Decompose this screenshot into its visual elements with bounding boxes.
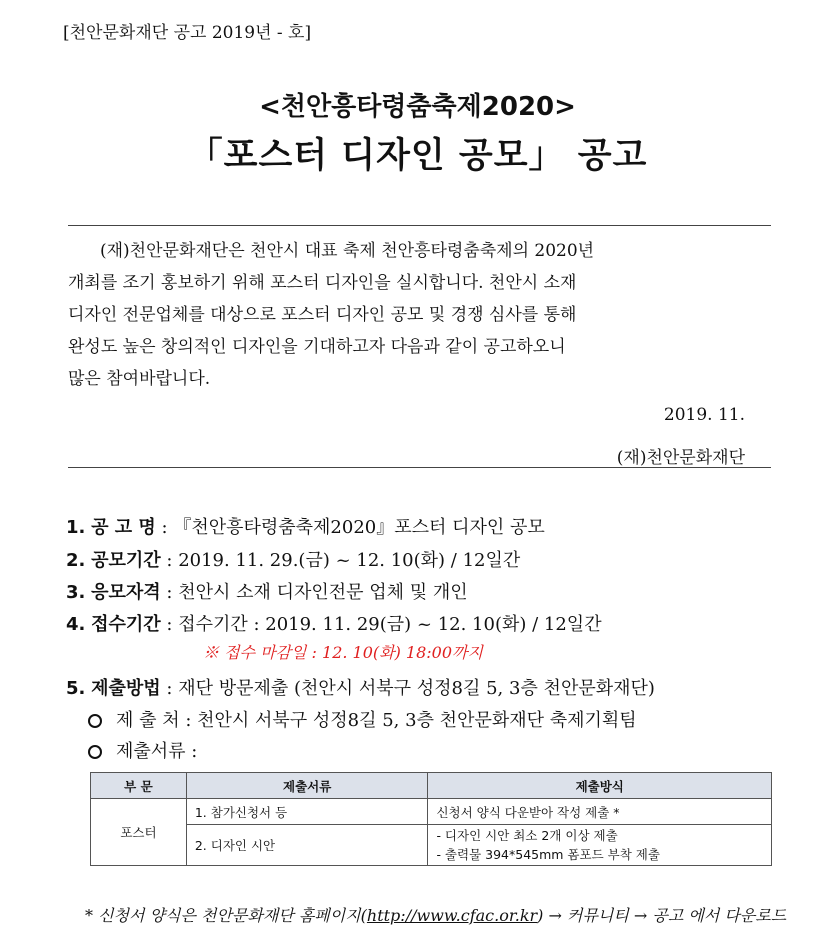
item-title xyxy=(66,513,545,539)
top-divider xyxy=(68,225,771,226)
table-row xyxy=(91,799,772,825)
item-label: 공 고 명 xyxy=(91,517,156,538)
item-number: 4. xyxy=(66,614,86,635)
homepage-link[interactable]: http://www.cfac.or.kr xyxy=(366,906,538,925)
method-line: - 출력물 394*545mm 폼포드 부착 제출 xyxy=(436,847,660,862)
festival-title: <천안흥타령춤축제2020> xyxy=(259,92,576,122)
method-cell: 신청서 양식 다운받아 작성 제출 * xyxy=(428,799,772,825)
circle-bullet-icon xyxy=(88,714,102,728)
method-cell xyxy=(428,825,772,866)
documents-table xyxy=(90,772,772,866)
footnote-prefix: * 신청서 양식은 천안문화재단 홈페이지( xyxy=(85,906,367,925)
circle-bullet-icon xyxy=(88,745,102,759)
document-cell: 1. 참가신청서 등 xyxy=(186,799,428,825)
item-label: 접수기간 xyxy=(91,614,161,635)
intro-paragraph xyxy=(68,235,744,395)
item-number: 3. xyxy=(66,582,86,603)
submission-place xyxy=(88,706,637,732)
announcement-number: [천안문화재단 공고 2019년 - 호] xyxy=(63,23,312,43)
item-label: 제출방법 xyxy=(91,678,161,699)
table-header-row xyxy=(91,773,772,799)
intro-line: 완성도 높은 창의적인 디자인을 기대하고자 다음과 같이 공고하오니 xyxy=(68,337,566,357)
footnote-suffix: ) → 커뮤니티 → 공고 에서 다운로드 xyxy=(537,906,787,925)
category-cell: 포스터 xyxy=(91,799,187,866)
item-number: 2. xyxy=(66,550,86,571)
item-submission xyxy=(66,674,655,700)
document-cell: 2. 디자인 시안 xyxy=(186,825,428,866)
sub-item-text: 제출서류 : xyxy=(116,741,198,762)
footnote xyxy=(85,903,786,926)
method-line: - 디자인 시안 최소 2개 이상 제출 xyxy=(436,828,618,843)
intro-line: (재)천안문화재단은 천안시 대표 축제 천안흥타령춤축제의 2020년 xyxy=(100,241,595,261)
deadline-notice: ※ 접수 마감일 : 12. 10(화) 18:00까지 xyxy=(203,643,483,662)
header-category: 부 문 xyxy=(91,773,187,799)
item-value: : 접수기간 : 2019. 11. 29(금) ~ 12. 10(화) / 12일간 xyxy=(166,614,602,635)
submission-documents xyxy=(88,737,197,763)
bottom-divider xyxy=(68,467,771,468)
item-value: : 천안시 소재 디자인전문 업체 및 개인 xyxy=(166,582,468,603)
item-label: 응모자격 xyxy=(91,582,161,603)
header-documents: 제출서류 xyxy=(186,773,428,799)
item-reception xyxy=(66,610,602,636)
issuing-organization: (재)천안문화재단 xyxy=(616,448,745,468)
header-method: 제출방식 xyxy=(428,773,772,799)
item-period xyxy=(66,546,520,572)
item-number: 5. xyxy=(66,678,86,699)
intro-line: 많은 참여바랍니다. xyxy=(68,369,211,389)
item-value: : 『천안흥타령춤축제2020』포스터 디자인 공모 xyxy=(161,517,545,538)
item-number: 1. xyxy=(66,517,86,538)
announcement-date: 2019. 11. xyxy=(663,405,745,425)
intro-line: 개최를 조기 홍보하기 위해 포스터 디자인을 실시합니다. 천안시 소재 xyxy=(68,273,577,293)
item-value: : 2019. 11. 29.(금) ~ 12. 10(화) / 12일간 xyxy=(166,550,521,571)
item-eligibility xyxy=(66,578,468,604)
page-title: 「포스터 디자인 공모」 공고 xyxy=(187,136,648,176)
sub-item-text: 제 출 처 : 천안시 서북구 성정8길 5, 3층 천안문화재단 축제기획팀 xyxy=(116,710,637,731)
item-label: 공모기간 xyxy=(91,550,161,571)
item-value: : 재단 방문제출 (천안시 서북구 성정8길 5, 3층 천안문화재단) xyxy=(166,678,655,699)
table-row xyxy=(91,825,772,866)
intro-line: 디자인 전문업체를 대상으로 포스터 디자인 공모 및 경쟁 심사를 통해 xyxy=(68,305,577,325)
